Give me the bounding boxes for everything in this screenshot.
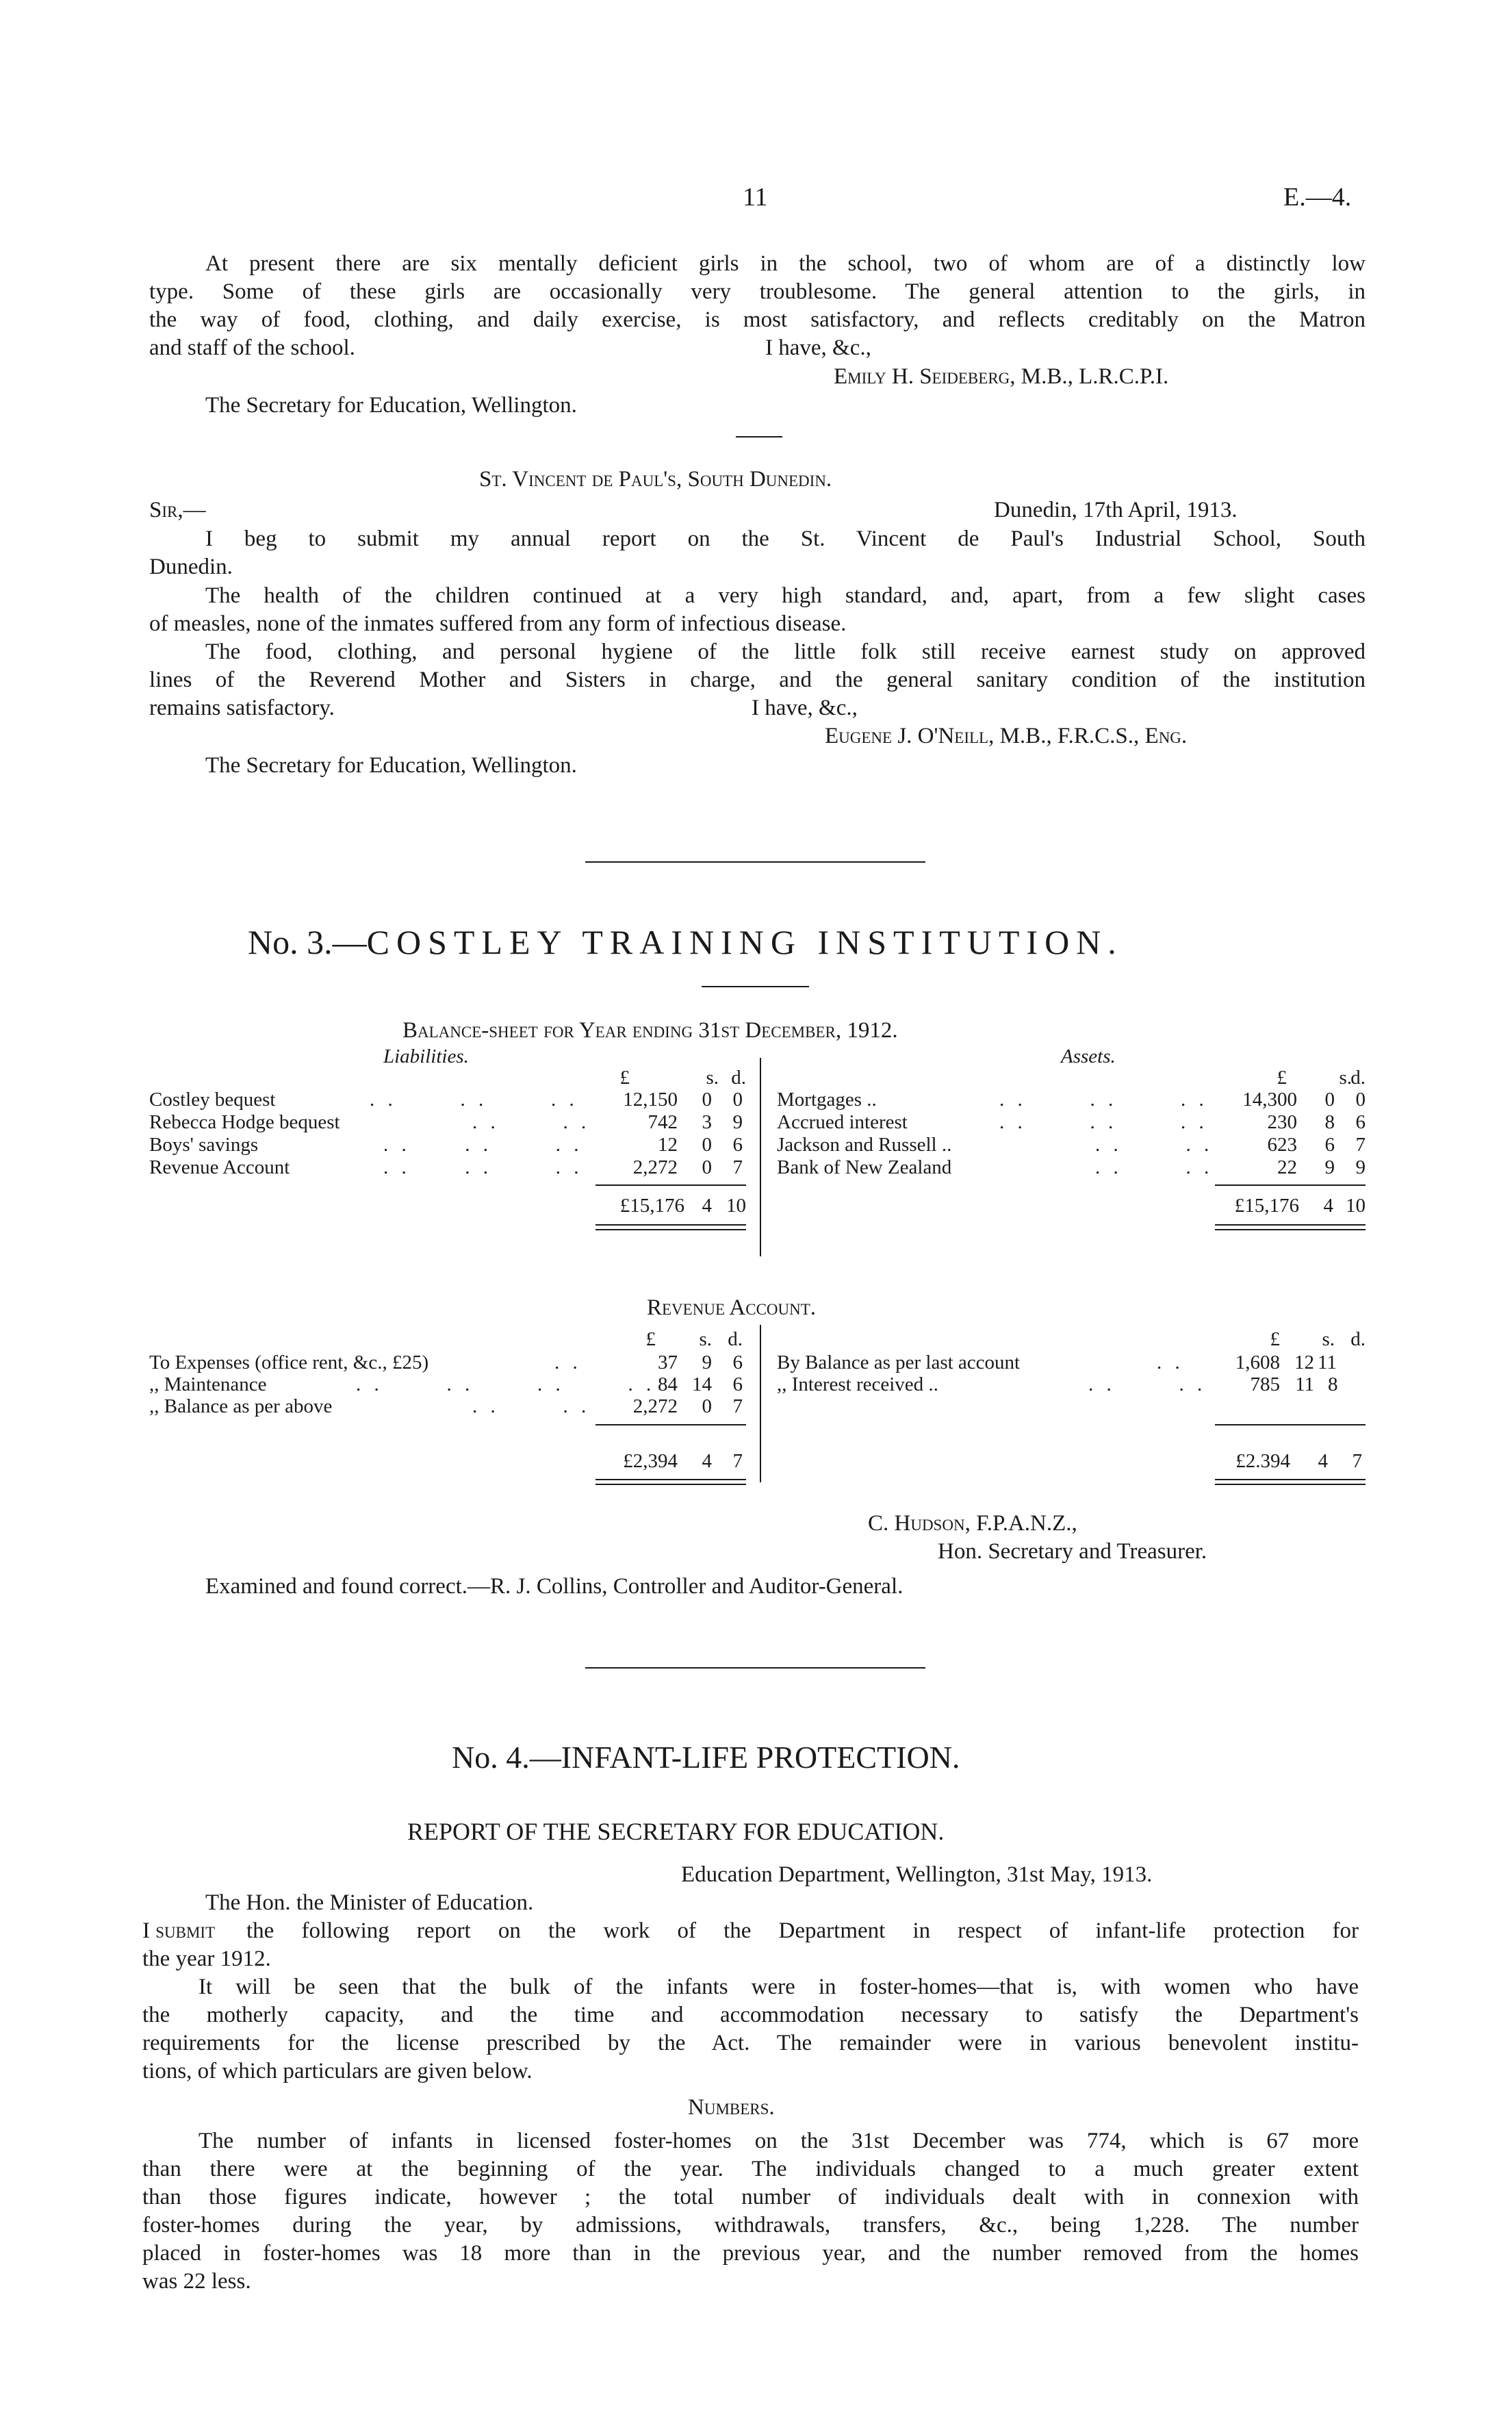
leader-dots: . . . . . . — [383, 1134, 583, 1156]
liability-pounds: 12,150 — [623, 1089, 678, 1111]
liabilities-label: Liabilities. — [383, 1045, 469, 1067]
liability-label: Boys' savings — [149, 1134, 259, 1156]
subtotal-rule — [595, 1184, 746, 1186]
para-line: The number of infants in licensed foster-homes on the 31st December was 774, which is 67 more — [198, 2129, 1359, 2153]
leader-dots: . . . . — [1088, 1373, 1207, 1395]
para-line: and staff of the school. — [149, 335, 355, 360]
total-rule — [595, 1479, 746, 1480]
document-reference: E.—4. — [1283, 183, 1352, 212]
asset-label: Accrued interest — [777, 1111, 908, 1133]
section-title — [248, 923, 1123, 961]
pound-header: £ — [1270, 1328, 1280, 1350]
pound-header: £ — [1277, 1067, 1287, 1089]
asset-pounds: 623 — [1267, 1134, 1297, 1156]
pence-header: d. — [1350, 1328, 1366, 1350]
para-line: the way of food, clothing, and daily exercise, is most satisfactory, and reflects creditably on the Matron — [149, 307, 1366, 332]
revenue-account-title: Revenue Account. — [647, 1295, 817, 1320]
para-line: the motherly capacity, and the time and accommodation necessary to satisfy the Department's — [142, 2003, 1359, 2027]
leader-dots: . . — [1157, 1352, 1184, 1373]
debit-pounds: 84 — [658, 1373, 678, 1395]
column-divider — [760, 1325, 761, 1482]
divider — [585, 861, 925, 863]
asset-pounds: 230 — [1267, 1111, 1297, 1133]
debits-total-pounds: £2,394 — [623, 1450, 678, 1472]
debit-pence: 6 — [732, 1352, 743, 1373]
credits-total-shillings: 4 — [1318, 1450, 1328, 1472]
para-line: lines of the Reverend Mother and Sisters in charge, and the general sanitary condition of the institution — [149, 668, 1366, 692]
para-line: Dunedin. — [149, 555, 233, 579]
debits-total-pence: 7 — [732, 1450, 743, 1472]
debit-pounds: 2,272 — [632, 1395, 678, 1417]
liability-pence: 7 — [732, 1156, 743, 1178]
liabilities-total-pounds: £15,176 — [619, 1195, 684, 1217]
signature: Emily H. Seideberg, M.B., L.R.C.P.I. — [834, 364, 1169, 389]
asset-pence: 0 — [1355, 1089, 1366, 1111]
para-line: At present there are six mentally deficient girls in the school, two of whom are of a distinctly low — [205, 251, 1366, 276]
para-line: the year 1912. — [142, 1947, 271, 1971]
debit-pence: 6 — [732, 1373, 743, 1395]
debit-shillings: 9 — [702, 1352, 712, 1373]
total-rule — [1215, 1224, 1366, 1226]
leader-dots: . . . . . . — [999, 1111, 1208, 1133]
credit-shillings: 11 — [1295, 1373, 1314, 1395]
asset-label: Mortgages .. — [777, 1089, 877, 1111]
leader-dots: . . — [554, 1352, 582, 1373]
liability-pounds: 12 — [658, 1134, 678, 1156]
para-line: foster-homes during the year, by admissions, withdrawals, transfers, &c., being 1,228. The number — [142, 2213, 1359, 2237]
pound-header: £ — [619, 1067, 630, 1089]
asset-pence: 9 — [1355, 1156, 1366, 1178]
para-line: type. Some of these girls are occasionally very troublesome. The general attention to the girls, in — [149, 279, 1366, 304]
liability-pence: 0 — [732, 1089, 743, 1111]
credit-label: By Balance as per last account — [777, 1352, 1021, 1373]
divider — [736, 436, 782, 438]
column-divider — [760, 1058, 761, 1256]
debit-label: ,, Maintenance — [149, 1373, 267, 1395]
pound-header: £ — [645, 1328, 656, 1350]
credit-pence: 11 — [1318, 1352, 1337, 1373]
liability-shillings: 3 — [702, 1111, 712, 1133]
liability-label: Rebecca Hodge bequest — [149, 1111, 340, 1133]
debit-shillings: 0 — [702, 1395, 712, 1417]
audit-note: Examined and found correct.—R. J. Collins, Controller and Auditor-General. — [205, 1574, 904, 1599]
leader-dots: . . . . — [472, 1111, 591, 1133]
pence-header: d. — [1350, 1067, 1366, 1089]
liability-shillings: 0 — [702, 1089, 712, 1111]
para-line: I beg to submit my annual report on the St. Vincent de Paul's Industrial School, South — [205, 527, 1366, 551]
para-line: tions, of which particulars are given below. — [142, 2059, 533, 2083]
letter-date: Dunedin, 17th April, 1913. — [994, 498, 1238, 522]
liabilities-total-pence: 10 — [726, 1195, 746, 1217]
liability-pounds: 2,272 — [632, 1156, 678, 1178]
liabilities-total-shillings: 4 — [702, 1195, 712, 1217]
assets-total-pence: 10 — [1346, 1195, 1366, 1217]
para-line: requirements for the license prescribed by the Act. The remainder were in various benevolent institu- — [142, 2031, 1359, 2055]
asset-shillings: 0 — [1324, 1089, 1335, 1111]
credit-pounds: 1,608 — [1235, 1352, 1280, 1373]
section-heading: St. Vincent de Paul's, South Dunedin. — [479, 467, 832, 492]
total-rule — [595, 1224, 746, 1226]
report-subtitle: REPORT OF THE SECRETARY FOR EDUCATION. — [407, 1818, 945, 1845]
para-line: than there were at the beginning of the year. The individuals changed to a much greater extent — [142, 2157, 1359, 2181]
debit-shillings: 14 — [692, 1373, 712, 1395]
treasurer-signature: C. Hudson, F.P.A.N.Z., — [868, 1511, 1077, 1536]
asset-shillings: 9 — [1324, 1156, 1335, 1178]
shilling-header: s. — [706, 1067, 719, 1089]
asset-label: Bank of New Zealand — [777, 1156, 952, 1178]
debit-label: ,, Balance as per above — [149, 1395, 333, 1417]
para-line: than those figures indicate, however ; the total number of individuals dealt with in connexion with — [142, 2185, 1359, 2209]
salutation: Sir,— — [149, 498, 206, 522]
shilling-header: s. — [699, 1328, 712, 1350]
asset-pounds: 22 — [1277, 1156, 1297, 1178]
treasurer-role: Hon. Secretary and Treasurer. — [938, 1539, 1207, 1564]
asset-pounds: 14,300 — [1242, 1089, 1297, 1111]
addressee: The Secretary for Education, Wellington. — [205, 393, 577, 418]
closing: I have, &c., — [765, 335, 871, 360]
para-line: The food, clothing, and personal hygiene of the little folk still receive earnest study on approved — [205, 639, 1366, 664]
signature: Eugene J. O'Neill, M.B., F.R.C.S., Eng. — [825, 724, 1188, 748]
total-rule — [1215, 1484, 1366, 1485]
credits-total-pence: 7 — [1352, 1450, 1362, 1472]
asset-pence: 7 — [1355, 1134, 1366, 1156]
leader-dots: . . . . . . — [383, 1156, 583, 1178]
debit-pence: 7 — [732, 1395, 743, 1417]
para-line: of measles, none of the inmates suffered from any form of infectious disease. — [149, 611, 847, 636]
liability-pounds: 742 — [648, 1111, 678, 1133]
assets-total-pounds: £15,176 — [1234, 1195, 1299, 1217]
para-line: remains satisfactory. — [149, 696, 335, 720]
pence-header: d. — [728, 1328, 743, 1350]
subtotal-rule — [1215, 1424, 1366, 1425]
total-rule — [595, 1484, 746, 1485]
leader-dots: . . . . — [472, 1395, 591, 1417]
asset-pence: 6 — [1355, 1111, 1366, 1133]
section-number: No. 3.— — [248, 923, 367, 961]
subtotal-rule — [595, 1424, 746, 1425]
debits-total-shillings: 4 — [702, 1450, 712, 1472]
subtotal-rule — [1215, 1184, 1366, 1186]
para-lead: I submit — [142, 1918, 216, 1943]
leader-dots: . . . . . . . . — [356, 1373, 656, 1395]
credit-label: ,, Interest received .. — [777, 1373, 938, 1395]
debit-pounds: 37 — [658, 1352, 678, 1373]
assets-label: Assets. — [1061, 1045, 1116, 1067]
asset-shillings: 8 — [1324, 1111, 1335, 1133]
leader-dots: . . . . — [1095, 1156, 1214, 1178]
para-line: was 22 less. — [142, 2269, 251, 2294]
addressee: The Secretary for Education, Wellington. — [205, 753, 577, 778]
assets-total-shillings: 4 — [1323, 1195, 1333, 1217]
leader-dots: . . . . . . — [999, 1089, 1208, 1111]
report-date: Education Department, Wellington, 31st May, 1913. — [681, 1862, 1153, 1887]
asset-label: Jackson and Russell .. — [777, 1134, 952, 1156]
closing: I have, &c., — [752, 696, 858, 720]
shilling-header: s. — [1322, 1328, 1335, 1350]
divider — [702, 986, 809, 987]
total-rule — [1215, 1479, 1366, 1480]
leader-dots: . . . . — [1095, 1134, 1214, 1156]
liability-label: Revenue Account — [149, 1156, 290, 1178]
numbers-heading: Numbers. — [688, 2095, 775, 2120]
credit-pounds: 785 — [1250, 1373, 1280, 1395]
total-rule — [595, 1229, 746, 1230]
balance-sheet-title: Balance-sheet for Year ending 31st December, 1912. — [402, 1018, 898, 1043]
divider — [585, 1667, 925, 1669]
pence-header: d. — [731, 1067, 746, 1089]
credit-shillings: 12 — [1294, 1352, 1314, 1373]
para-line: It will be seen that the bulk of the infants were in foster-homes—that is, with women who have — [198, 1975, 1359, 1999]
liability-pence: 9 — [732, 1111, 743, 1133]
shilling-header: s. — [1339, 1067, 1352, 1089]
leader-dots: . . . . . . — [370, 1089, 578, 1111]
para-line: The health of the children continued at a very high standard, and, apart, from a few slight cases — [205, 583, 1366, 608]
debit-label: To Expenses (office rent, &c., £25) — [149, 1352, 429, 1373]
liability-shillings: 0 — [702, 1134, 712, 1156]
credits-total-pounds: £2.394 — [1235, 1450, 1290, 1472]
section-title: No. 4.—INFANT-LIFE PROTECTION. — [452, 1740, 960, 1775]
para-line: the following report on the work of the Department in respect of infant-life protection for — [246, 1918, 1359, 1943]
liability-shillings: 0 — [702, 1156, 712, 1178]
liability-pence: 6 — [732, 1134, 743, 1156]
page-number: 11 — [743, 183, 768, 212]
addressee: The Hon. the Minister of Education. — [205, 1890, 534, 1915]
para-line: placed in foster-homes was 18 more than in the previous year, and the number removed from the homes — [142, 2241, 1359, 2266]
liability-label: Costley bequest — [149, 1089, 276, 1111]
total-rule — [1215, 1229, 1366, 1230]
asset-shillings: 6 — [1324, 1134, 1335, 1156]
credit-pence: 8 — [1328, 1373, 1338, 1395]
section-name: COSTLEY TRAINING INSTITUTION. — [366, 923, 1123, 961]
